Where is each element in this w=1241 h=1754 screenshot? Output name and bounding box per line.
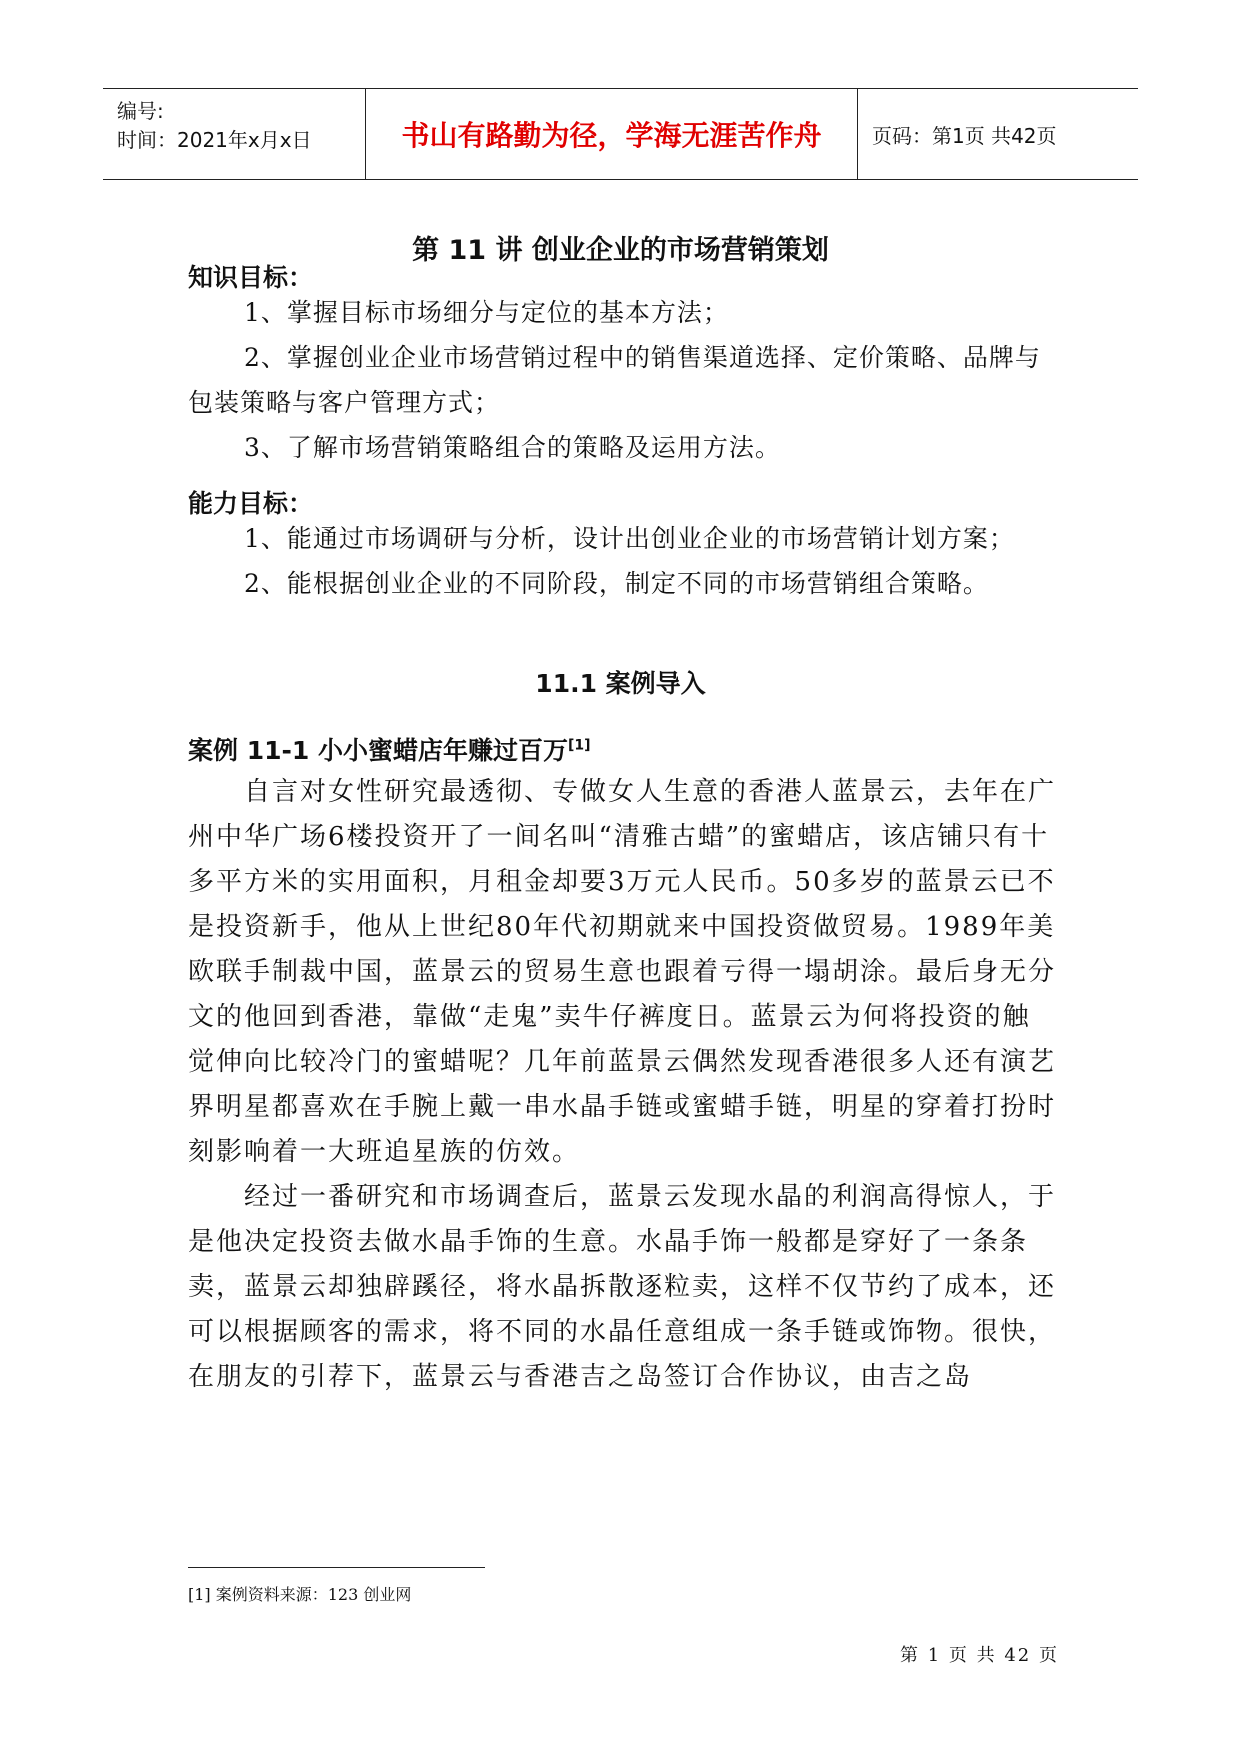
document-header	[103, 88, 1138, 180]
knowledge-heading: 知识目标：	[188, 263, 314, 292]
case-paragraph: 自言对女性研究最透彻、专做女人生意的香港人蓝景云，去年在广州中华广场6楼投资开了一间名叫“清雅古蜡”的蜜蜡店，该店铺只有十多平方米的实用面积，月租金却要3万元人民币。50多岁的蓝景云已不是投资新手，他从上世纪80年代初期就来中国投资做贸易。1989年美欧联手制裁中国，蓝景云的贸易生意也跟着亏得一塌胡涂。最后身无分文的他回到香港，靠做“走鬼”卖牛仔裤度日。蓝景云为何将投资的触觉伸向比较冷门的蜜蜡呢？几年前蓝景云偶然发现香港很多人还有演艺界明星都喜欢在手腕上戴一串水晶手链或蜜蜡手链，明星的穿着打扮时刻影响着一大班追星族的仿效。	[188, 777, 1057, 1167]
ability-list	[188, 516, 1058, 606]
case-heading	[188, 731, 1058, 767]
list-item: 2、能根据创业企业的不同阶段，制定不同的市场营销组合策略。	[244, 569, 989, 598]
number-label: 编号:	[117, 99, 164, 123]
header-page-info: 页码：第1页 共42页	[872, 123, 1057, 148]
header-left-cell	[103, 89, 366, 179]
footnote-divider	[188, 1567, 485, 1568]
page-footer: 第 1 页 共 42 页	[900, 1645, 1059, 1666]
page-title: 第 11 讲 创业企业的市场营销策划	[412, 235, 829, 266]
case-title: 案例 11-1 小小蜜蜡店年赚过百万	[188, 736, 568, 765]
time-label: 时间：2021年x月x日	[117, 128, 312, 152]
case-paragraph: 经过一番研究和市场调查后，蓝景云发现水晶的利润高得惊人，于是他决定投资去做水晶手饰的生意。水晶手饰一般都是穿好了一条条卖，蓝景云却独辟蹊径，将水晶拆散逐粒卖，这样不仅节约了成本，还可以根据顾客的需求，将不同的水晶任意组成一条手链或饰物。很快，在朋友的引荐下，蓝景云与香港吉之岛签订合作协议，由吉之岛	[188, 1182, 1057, 1392]
knowledge-list	[188, 290, 1058, 470]
ability-heading: 能力目标：	[188, 489, 314, 518]
list-item: 2、掌握创业企业市场营销过程中的销售渠道选择、定价策略、品牌与包装策略与客户管理方式；	[188, 343, 1041, 417]
footnote: [1] 案例资料来源：123 创业网	[188, 1585, 412, 1604]
case-body	[188, 770, 1058, 1400]
footnote-ref: [1]	[567, 737, 591, 754]
header-motto: 书山有路勤为径，学海无涯苦作舟	[366, 89, 858, 179]
list-item: 1、掌握目标市场细分与定位的基本方法；	[244, 298, 729, 327]
list-item: 3、了解市场营销策略组合的策略及运用方法。	[244, 433, 781, 462]
list-item: 1、能通过市场调研与分析，设计出创业企业的市场营销计划方案；	[244, 524, 1015, 553]
section-title: 11.1 案例导入	[535, 669, 706, 698]
